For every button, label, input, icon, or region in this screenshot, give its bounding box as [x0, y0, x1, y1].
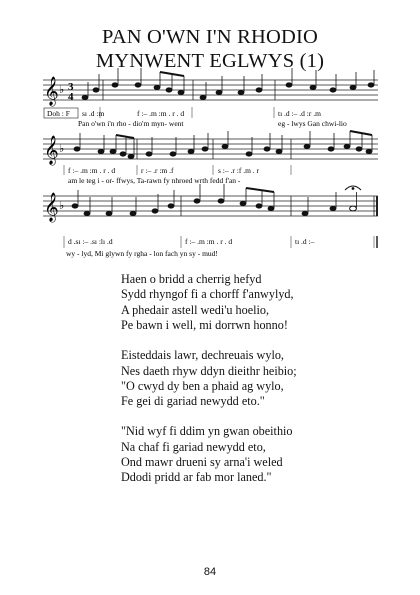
verse-line: Na chaf fi gariad newydd eto,: [121, 439, 266, 454]
solfa-measure: f :– .m :m . r . d: [68, 166, 116, 175]
verse-line: Eisteddais lawr, dechreuais wylo,: [121, 348, 284, 363]
music-score: [0, 0, 420, 270]
verse-line: Haen o bridd a cherrig hefyd: [121, 272, 262, 286]
solfa-measure: d .sı :– .sı :lı .d: [68, 237, 113, 246]
time-signature-bottom: 4: [68, 91, 74, 103]
treble-clef-icon: 𝄞: [44, 78, 59, 105]
score-system-3: [43, 184, 378, 222]
solfa-measure: tı .d :–: [295, 237, 315, 246]
score-system-1: [43, 68, 378, 106]
solfa-measure: r :– .r :m .f: [141, 166, 174, 175]
notes: [74, 131, 372, 159]
time-signature-top: 3: [68, 81, 74, 93]
verses: [121, 272, 297, 500]
score-system-2: [43, 131, 378, 165]
solfa-measure: tı .d :– .d :r .m: [278, 109, 321, 118]
verse-stanza-2: [121, 348, 297, 410]
song-title-line-1: PAN O'WN I'N RHODIO: [102, 26, 318, 48]
solfa-measure: f :– .m :m . r . d: [137, 109, 185, 118]
flat-key-signature: ♭: [59, 84, 65, 96]
solfa-measure: s :– .r :f .m . r: [218, 166, 260, 175]
verse-stanza-3: [121, 424, 297, 486]
verse-line: Ddodi pridd ar fab mor laned.": [121, 470, 272, 485]
lyric-line: eg - lwys Gan chwi-lio: [278, 119, 347, 128]
treble-clef-icon: 𝄞: [44, 137, 59, 164]
lyric-line: wy - lyd, Mi glywn fy rgha - lon fach yn sy - mud!: [66, 249, 218, 258]
lyric-line: am le teg i - or- ffwys, Ta-rawn fy nhroed wrth fedd f'an -: [68, 176, 241, 185]
solfa-measure: sı .d :m: [82, 109, 105, 118]
verse-line: Sydd rhyngof fi a chorff f'anwylyd,: [121, 287, 294, 302]
key-label: Doh : F: [47, 109, 70, 118]
verse-line: Fe gei di gariad newydd eto.": [121, 394, 265, 409]
flat-key-signature: ♭: [59, 200, 65, 212]
verse-stanza-1: [121, 272, 297, 334]
verse-line: Ond mawr drueni sy arna'i weled: [121, 455, 283, 470]
treble-clef-icon: 𝄞: [44, 194, 59, 221]
verse-line: A phedair astell wedi'u hoelio,: [121, 302, 270, 317]
verse-line: Nes daeth rhyw ddyn dieithr heibio;: [121, 363, 297, 378]
lyric-line: Pan o'wn i'n rho - dio'm myn- went: [78, 119, 184, 128]
flat-key-signature: ♭: [59, 143, 65, 155]
verse-line: Pe bawn i well, mi dorrwn honno!: [121, 318, 288, 333]
verse-line: "Nid wyf fi ddim yn gwan obeithio: [121, 424, 293, 439]
page-number: 84: [203, 566, 217, 578]
verse-line: "O cwyd dy ben a phaid ag wylo,: [121, 378, 284, 393]
solfa-measure: f :– .m :m . r . d: [185, 237, 233, 246]
song-title-line-2: MYNWENT EGLWYS (1): [95, 50, 325, 72]
